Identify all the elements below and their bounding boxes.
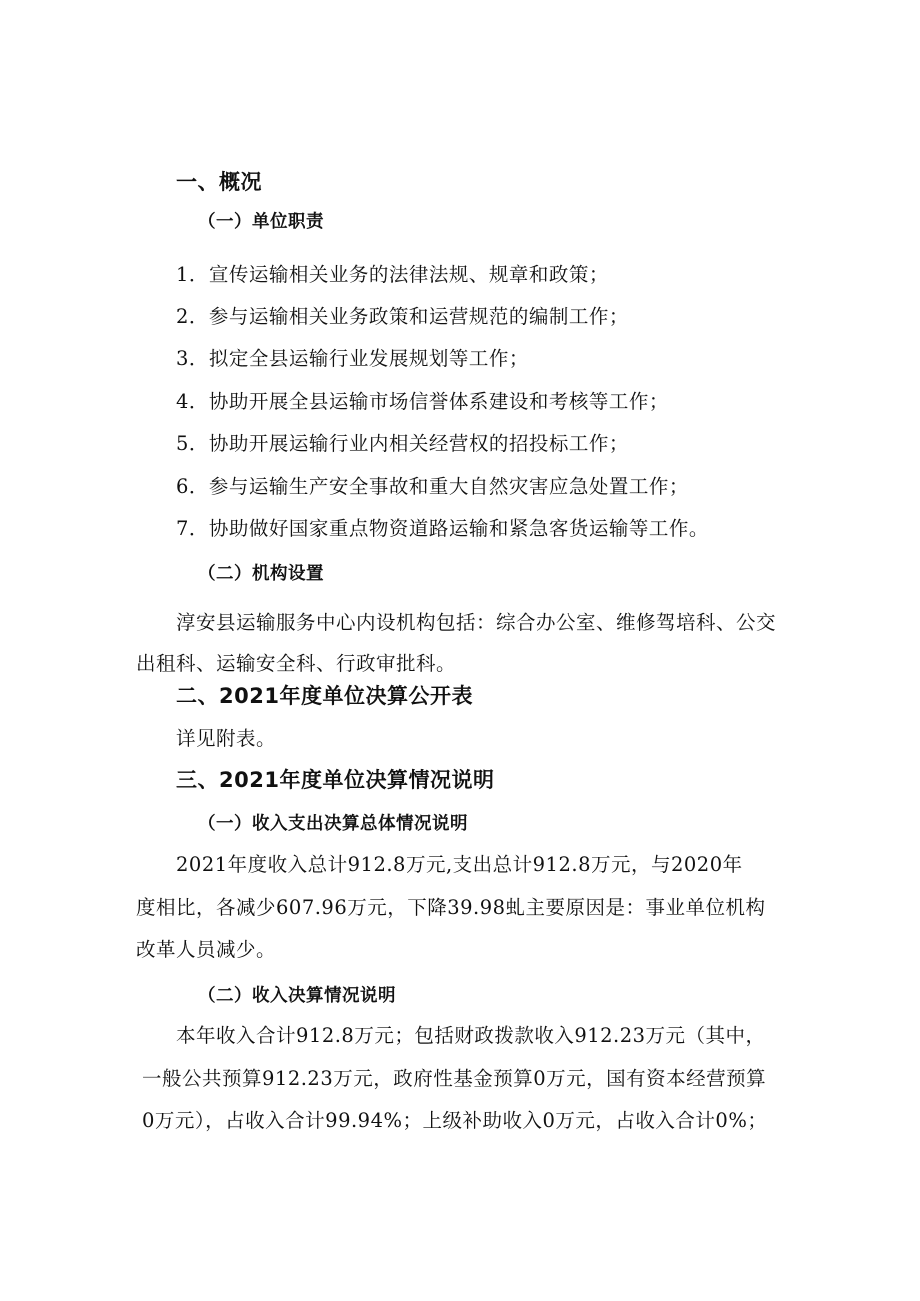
list-item: 4．协助开展全县运输市场信誉体系建设和考核等工作； bbox=[176, 390, 669, 413]
list-item: 6．参与运输生产安全事故和重大自然灾害应急处置工作； bbox=[176, 475, 689, 498]
subsection-overall-heading: （一）收入支出决算总体情况说明 bbox=[198, 814, 468, 834]
paragraph-line: 度相比，各减少607.96万元，下降39.98虬主要原因是：事业单位机构 bbox=[136, 896, 766, 919]
list-item: 7．协助做好国家重点物资道路运输和紧急客货运输等工作。 bbox=[176, 517, 709, 540]
list-item: 3．拟定全县运输行业发展规划等工作； bbox=[176, 347, 529, 370]
paragraph-line: 改革人员减少。 bbox=[136, 938, 277, 961]
paragraph-line: 淳安县运输服务中心内设机构包括：综合办公室、维修驾培科、公交 bbox=[176, 611, 777, 634]
paragraph-line: 一般公共预算912.23万元，政府性基金预算0万元，国有资本经营预算 bbox=[142, 1067, 767, 1090]
subsection-organization-heading: （二）机构设置 bbox=[198, 564, 324, 584]
paragraph-line: 本年收入合计912.8万元；包括财政拨款收入912.23万元（其中， bbox=[176, 1024, 766, 1047]
list-item: 2．参与运输相关业务政策和运营规范的编制工作； bbox=[176, 305, 629, 328]
paragraph-line: 2021年度收入总计912.8万元,支出总计912.8万元，与2020年 bbox=[176, 853, 743, 876]
section-3-heading: 三、2021年度单位决算情况说明 bbox=[176, 768, 495, 792]
section-1-heading: 一、概况 bbox=[176, 170, 262, 194]
list-item: 5．协助开展运输行业内相关经营权的招投标工作； bbox=[176, 432, 629, 455]
subsection-responsibilities-heading: （一）单位职责 bbox=[198, 212, 324, 232]
subsection-income-heading: （二）收入决算情况说明 bbox=[198, 986, 396, 1006]
section-2-heading: 二、2021年度单位决算公开表 bbox=[176, 684, 473, 708]
paragraph-line: 详见附表。 bbox=[176, 727, 277, 750]
paragraph-line: 0万元），占收入合计99.94%；上级补助收入0万元，占收入合计0%； bbox=[142, 1109, 768, 1132]
paragraph-line: 出租科、运输安全科、行政审批科。 bbox=[136, 652, 457, 675]
list-item: 1．宣传运输相关业务的法律法规、规章和政策； bbox=[176, 263, 609, 286]
